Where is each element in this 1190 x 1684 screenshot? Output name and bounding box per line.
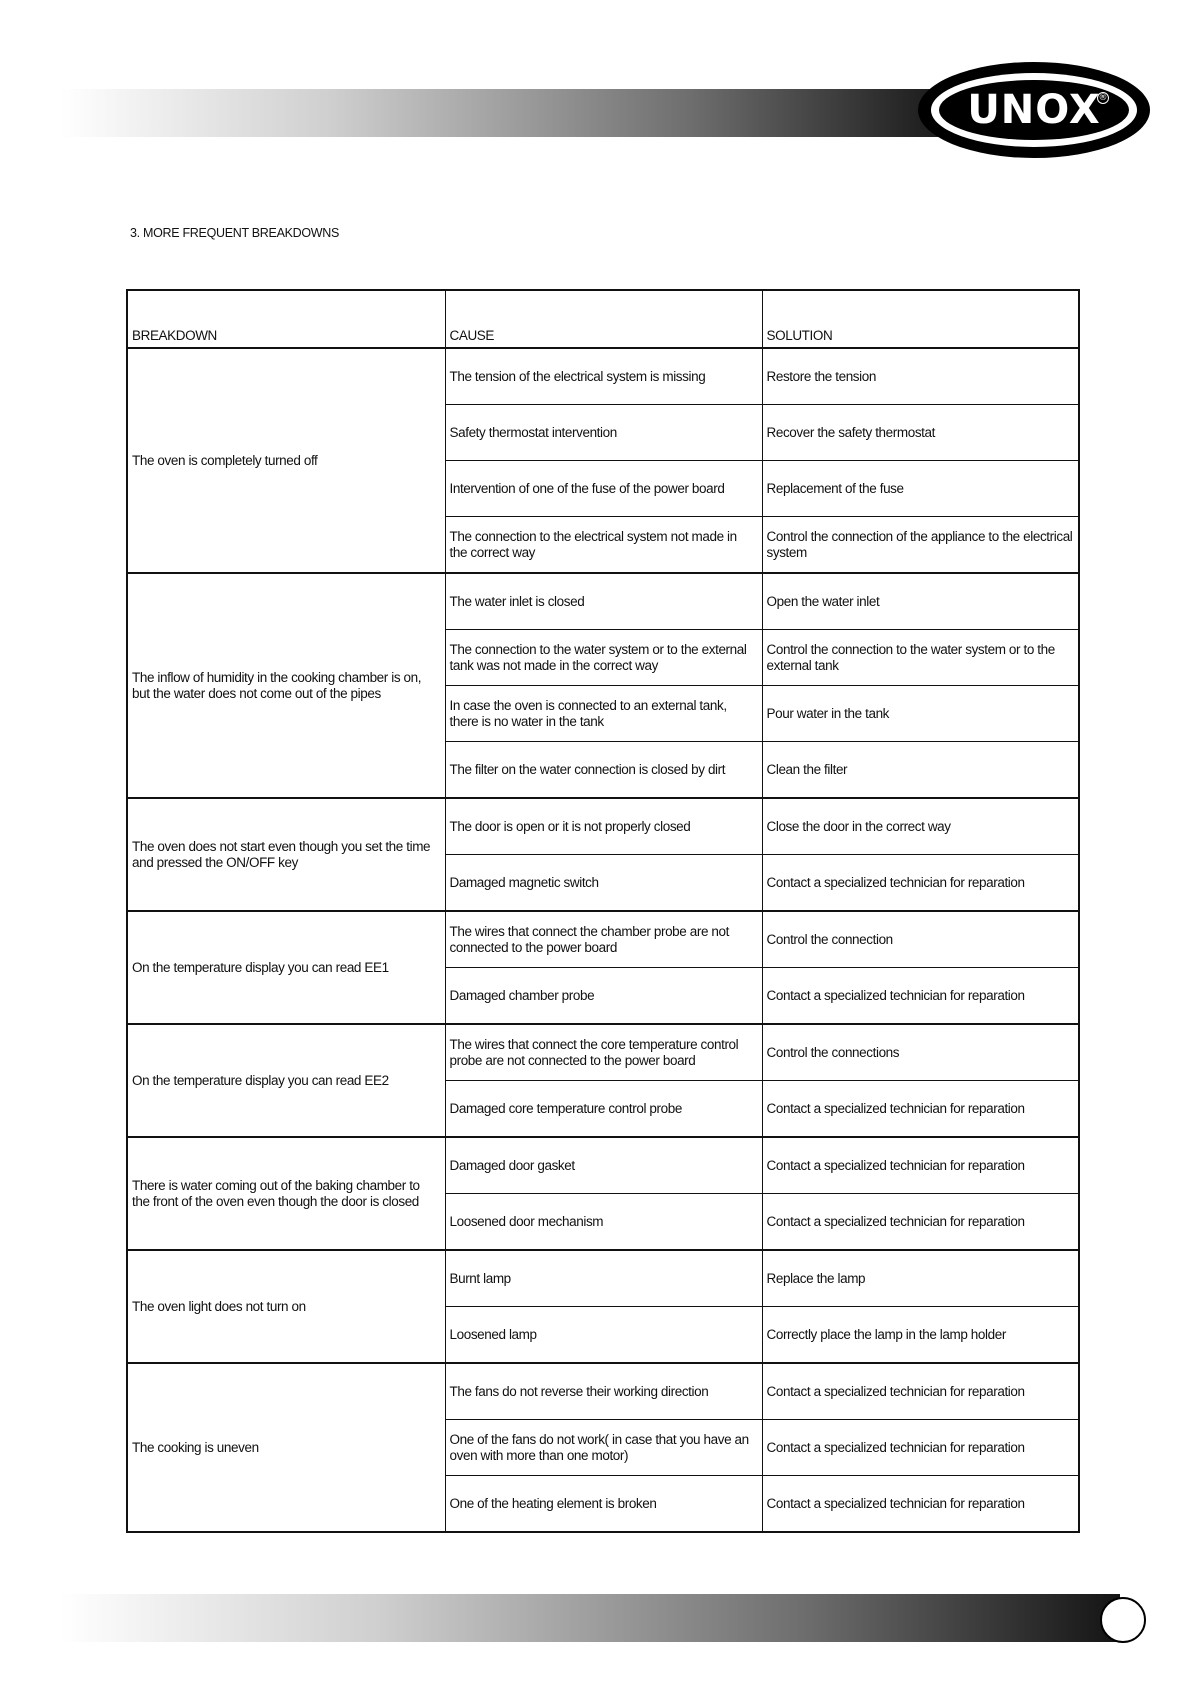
- breakdown-group: [127, 911, 1079, 1024]
- column-header-breakdown: BREAKDOWN: [127, 290, 445, 348]
- breakdowns-table-container: [126, 289, 1078, 1533]
- cause-cell: The connection to the electrical system not made in the correct way: [445, 517, 762, 574]
- breakdown-cell: The oven is completely turned off: [127, 348, 445, 573]
- header-gradient-band: [60, 89, 960, 137]
- breakdown-cell: The oven light does not turn on: [127, 1250, 445, 1363]
- breakdown-group: [127, 573, 1079, 798]
- solution-cell: Contact a specialized technician for reparation: [762, 1081, 1079, 1138]
- footer-gradient-band: [60, 1594, 1120, 1642]
- breakdown-group: [127, 1363, 1079, 1532]
- breakdown-cell: The oven does not start even though you set the time and pressed the ON/OFF key: [127, 798, 445, 911]
- cause-cell: The water inlet is closed: [445, 573, 762, 630]
- solution-cell: Contact a specialized technician for reparation: [762, 1137, 1079, 1194]
- table-row: [127, 1024, 1079, 1081]
- cause-cell: Loosened lamp: [445, 1307, 762, 1364]
- solution-cell: Replacement of the fuse: [762, 461, 1079, 517]
- table-row: [127, 1250, 1079, 1307]
- solution-cell: Control the connection: [762, 911, 1079, 968]
- solution-cell: Contact a specialized technician for reparation: [762, 1363, 1079, 1420]
- solution-cell: Contact a specialized technician for reparation: [762, 855, 1079, 912]
- solution-cell: Control the connection to the water system or to the external tank: [762, 630, 1079, 686]
- solution-cell: Contact a specialized technician for reparation: [762, 1420, 1079, 1476]
- breakdown-cell: The cooking is uneven: [127, 1363, 445, 1532]
- table-row: [127, 1363, 1079, 1420]
- table-row: [127, 798, 1079, 855]
- cause-cell: One of the heating element is broken: [445, 1476, 762, 1533]
- solution-cell: Control the connections: [762, 1024, 1079, 1081]
- solution-cell: Correctly place the lamp in the lamp holder: [762, 1307, 1079, 1364]
- cause-cell: Damaged core temperature control probe: [445, 1081, 762, 1138]
- section-title: 3. MORE FREQUENT BREAKDOWNS: [130, 226, 340, 240]
- cause-cell: Loosened door mechanism: [445, 1194, 762, 1251]
- table-header-row: [127, 290, 1079, 348]
- solution-cell: Open the water inlet: [762, 573, 1079, 630]
- brand-logo: [918, 62, 1150, 158]
- solution-cell: Replace the lamp: [762, 1250, 1079, 1307]
- solution-cell: Clean the filter: [762, 742, 1079, 799]
- breakdown-cell: On the temperature display you can read EE2: [127, 1024, 445, 1137]
- cause-cell: The fans do not reverse their working direction: [445, 1363, 762, 1420]
- solution-cell: Pour water in the tank: [762, 686, 1079, 742]
- brand-name: UNOX: [967, 87, 1101, 133]
- registered-mark-icon: ®: [1098, 93, 1108, 103]
- breakdown-cell: On the temperature display you can read EE1: [127, 911, 445, 1024]
- solution-cell: Contact a specialized technician for reparation: [762, 968, 1079, 1025]
- column-header-cause: CAUSE: [445, 290, 762, 348]
- breakdown-cell: The inflow of humidity in the cooking chamber is on, but the water does not come out of the pipes: [127, 573, 445, 798]
- cause-cell: Damaged chamber probe: [445, 968, 762, 1025]
- breakdown-group: [127, 1250, 1079, 1363]
- breakdown-group: [127, 348, 1079, 573]
- cause-cell: Burnt lamp: [445, 1250, 762, 1307]
- solution-cell: Control the connection of the appliance to the electrical system: [762, 517, 1079, 574]
- solution-cell: Contact a specialized technician for reparation: [762, 1194, 1079, 1251]
- brand-logo-wordmark: [939, 80, 1129, 140]
- cause-cell: Intervention of one of the fuse of the power board: [445, 461, 762, 517]
- cause-cell: The wires that connect the core temperature control probe are not connected to the power board: [445, 1024, 762, 1081]
- cause-cell: Damaged door gasket: [445, 1137, 762, 1194]
- cause-cell: In case the oven is connected to an external tank, there is no water in the tank: [445, 686, 762, 742]
- solution-cell: Recover the safety thermostat: [762, 405, 1079, 461]
- breakdown-cell: There is water coming out of the baking chamber to the front of the oven even though the door is closed: [127, 1137, 445, 1250]
- table-row: [127, 348, 1079, 405]
- cause-cell: One of the fans do not work( in case that you have an oven with more than one motor): [445, 1420, 762, 1476]
- cause-cell: The tension of the electrical system is missing: [445, 348, 762, 405]
- breakdowns-table: [126, 289, 1080, 1533]
- solution-cell: Restore the tension: [762, 348, 1079, 405]
- table-row: [127, 911, 1079, 968]
- page-number-badge: [1100, 1597, 1146, 1643]
- cause-cell: Damaged magnetic switch: [445, 855, 762, 912]
- cause-cell: The filter on the water connection is closed by dirt: [445, 742, 762, 799]
- cause-cell: Safety thermostat intervention: [445, 405, 762, 461]
- breakdown-group: [127, 1137, 1079, 1250]
- breakdown-group: [127, 798, 1079, 911]
- solution-cell: Contact a specialized technician for reparation: [762, 1476, 1079, 1533]
- cause-cell: The door is open or it is not properly closed: [445, 798, 762, 855]
- cause-cell: The connection to the water system or to the external tank was not made in the correct way: [445, 630, 762, 686]
- table-row: [127, 1137, 1079, 1194]
- column-header-solution: SOLUTION: [762, 290, 1079, 348]
- cause-cell: The wires that connect the chamber probe are not connected to the power board: [445, 911, 762, 968]
- solution-cell: Close the door in the correct way: [762, 798, 1079, 855]
- table-row: [127, 573, 1079, 630]
- breakdown-group: [127, 1024, 1079, 1137]
